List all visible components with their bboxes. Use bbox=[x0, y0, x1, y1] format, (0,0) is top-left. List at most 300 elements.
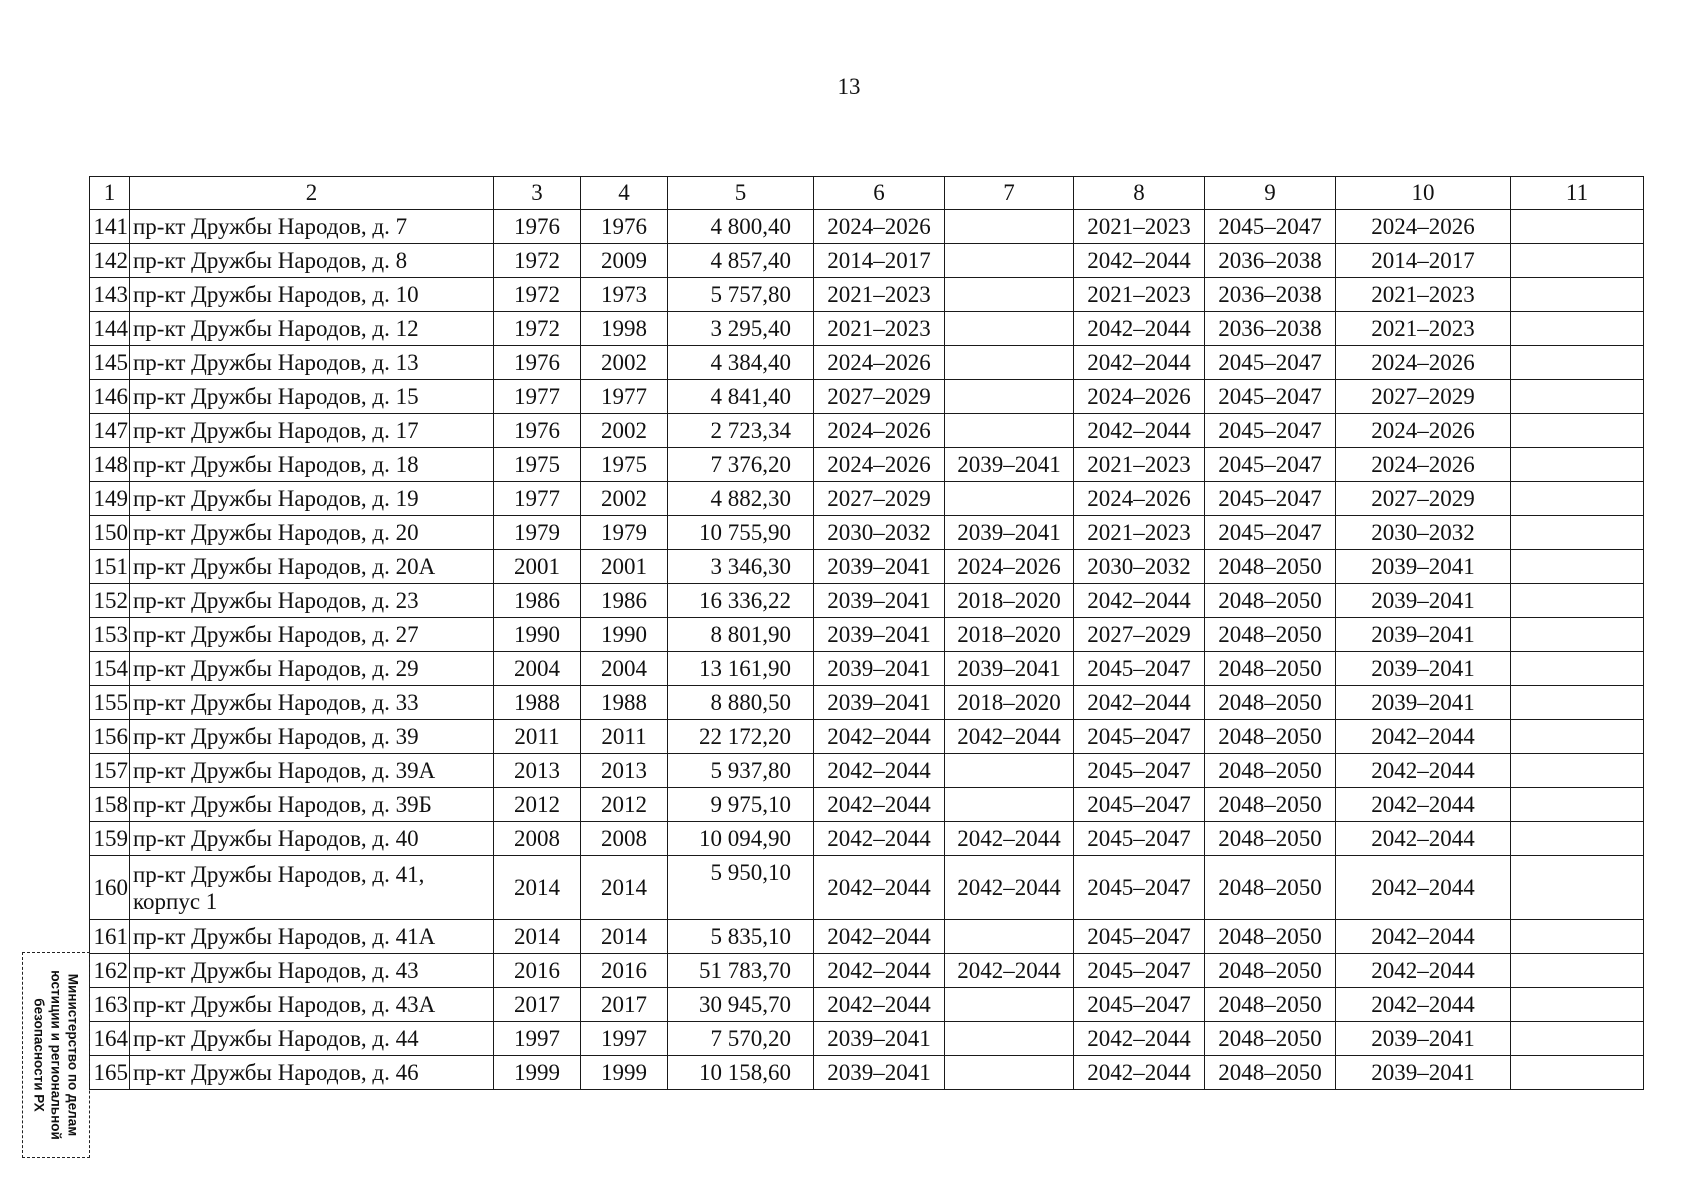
area-cell: 4 841,40 bbox=[668, 380, 814, 414]
period-cell: 2021–2023 bbox=[1074, 516, 1205, 550]
period-cell: 2042–2044 bbox=[945, 856, 1074, 920]
empty-cell bbox=[1511, 550, 1644, 584]
period-cell: 2014–2017 bbox=[814, 244, 945, 278]
year-cell: 1998 bbox=[581, 312, 668, 346]
stamp-line: Министерство по делам bbox=[65, 973, 81, 1137]
period-cell: 2042–2044 bbox=[1074, 1056, 1205, 1090]
table-row bbox=[90, 754, 1644, 788]
period-cell bbox=[945, 1056, 1074, 1090]
table-row bbox=[90, 550, 1644, 584]
address-cell: пр-кт Дружбы Народов, д. 40 bbox=[130, 822, 494, 856]
empty-cell bbox=[1511, 720, 1644, 754]
row-number-cell: 141 bbox=[90, 210, 130, 244]
year-cell: 1999 bbox=[494, 1056, 581, 1090]
period-cell: 2039–2041 bbox=[1336, 1022, 1511, 1056]
period-cell: 2045–2047 bbox=[1074, 720, 1205, 754]
area-cell: 13 161,90 bbox=[668, 652, 814, 686]
period-cell bbox=[945, 414, 1074, 448]
address-cell: пр-кт Дружбы Народов, д. 27 bbox=[130, 618, 494, 652]
period-cell: 2045–2047 bbox=[1205, 448, 1336, 482]
period-cell bbox=[945, 482, 1074, 516]
table-row bbox=[90, 788, 1644, 822]
address-cell: пр-кт Дружбы Народов, д. 41А bbox=[130, 920, 494, 954]
year-cell: 1979 bbox=[581, 516, 668, 550]
column-header: 10 bbox=[1336, 177, 1511, 210]
address-cell: пр-кт Дружбы Народов, д. 18 bbox=[130, 448, 494, 482]
period-cell: 2036–2038 bbox=[1205, 312, 1336, 346]
period-cell: 2048–2050 bbox=[1205, 1022, 1336, 1056]
empty-cell bbox=[1511, 380, 1644, 414]
year-cell: 2009 bbox=[581, 244, 668, 278]
period-cell bbox=[945, 278, 1074, 312]
period-cell bbox=[945, 1022, 1074, 1056]
address-cell: пр-кт Дружбы Народов, д. 23 bbox=[130, 584, 494, 618]
period-cell: 2021–2023 bbox=[1074, 210, 1205, 244]
column-header: 1 bbox=[90, 177, 130, 210]
period-cell: 2048–2050 bbox=[1205, 988, 1336, 1022]
address-cell: пр-кт Дружбы Народов, д. 10 bbox=[130, 278, 494, 312]
row-number-cell: 159 bbox=[90, 822, 130, 856]
address-cell: пр-кт Дружбы Народов, д. 20А bbox=[130, 550, 494, 584]
period-cell: 2021–2023 bbox=[1336, 312, 1511, 346]
area-cell: 4 882,30 bbox=[668, 482, 814, 516]
column-header: 8 bbox=[1074, 177, 1205, 210]
address-cell: пр-кт Дружбы Народов, д. 13 bbox=[130, 346, 494, 380]
period-cell: 2045–2047 bbox=[1074, 788, 1205, 822]
period-cell bbox=[945, 312, 1074, 346]
period-cell: 2024–2026 bbox=[1074, 482, 1205, 516]
column-header: 7 bbox=[945, 177, 1074, 210]
year-cell: 2014 bbox=[581, 856, 668, 920]
area-cell: 8 880,50 bbox=[668, 686, 814, 720]
period-cell: 2042–2044 bbox=[1336, 856, 1511, 920]
address-cell: пр-кт Дружбы Народов, д. 46 bbox=[130, 1056, 494, 1090]
area-cell: 4 800,40 bbox=[668, 210, 814, 244]
empty-cell bbox=[1511, 954, 1644, 988]
period-cell: 2039–2041 bbox=[814, 1056, 945, 1090]
table-row bbox=[90, 720, 1644, 754]
period-cell: 2042–2044 bbox=[814, 920, 945, 954]
period-cell: 2018–2020 bbox=[945, 618, 1074, 652]
period-cell: 2036–2038 bbox=[1205, 278, 1336, 312]
period-cell: 2048–2050 bbox=[1205, 822, 1336, 856]
address-cell: пр-кт Дружбы Народов, д. 39 bbox=[130, 720, 494, 754]
row-number-cell: 160 bbox=[90, 856, 130, 920]
year-cell: 2002 bbox=[581, 482, 668, 516]
table-row bbox=[90, 312, 1644, 346]
period-cell: 2024–2026 bbox=[814, 210, 945, 244]
period-cell: 2048–2050 bbox=[1205, 550, 1336, 584]
period-cell: 2027–2029 bbox=[814, 380, 945, 414]
table-row bbox=[90, 1056, 1644, 1090]
table-body bbox=[90, 177, 1644, 1090]
period-cell: 2042–2044 bbox=[945, 720, 1074, 754]
empty-cell bbox=[1511, 584, 1644, 618]
period-cell: 2024–2026 bbox=[1336, 448, 1511, 482]
table-row bbox=[90, 686, 1644, 720]
period-cell: 2018–2020 bbox=[945, 584, 1074, 618]
period-cell: 2048–2050 bbox=[1205, 686, 1336, 720]
empty-cell bbox=[1511, 686, 1644, 720]
period-cell: 2045–2047 bbox=[1074, 754, 1205, 788]
area-cell: 10 158,60 bbox=[668, 1056, 814, 1090]
table-row bbox=[90, 856, 1644, 920]
area-cell: 4 384,40 bbox=[668, 346, 814, 380]
table-row bbox=[90, 652, 1644, 686]
row-number-cell: 151 bbox=[90, 550, 130, 584]
period-cell: 2018–2020 bbox=[945, 686, 1074, 720]
period-cell bbox=[945, 754, 1074, 788]
year-cell: 2004 bbox=[581, 652, 668, 686]
area-cell: 8 801,90 bbox=[668, 618, 814, 652]
empty-cell bbox=[1511, 1022, 1644, 1056]
period-cell: 2021–2023 bbox=[814, 278, 945, 312]
row-number-cell: 144 bbox=[90, 312, 130, 346]
period-cell: 2048–2050 bbox=[1205, 618, 1336, 652]
period-cell: 2048–2050 bbox=[1205, 1056, 1336, 1090]
empty-cell bbox=[1511, 920, 1644, 954]
year-cell: 1997 bbox=[494, 1022, 581, 1056]
period-cell: 2045–2047 bbox=[1205, 380, 1336, 414]
empty-cell bbox=[1511, 516, 1644, 550]
empty-cell bbox=[1511, 652, 1644, 686]
year-cell: 1976 bbox=[581, 210, 668, 244]
period-cell: 2039–2041 bbox=[1336, 1056, 1511, 1090]
period-cell bbox=[945, 920, 1074, 954]
empty-cell bbox=[1511, 788, 1644, 822]
column-header: 11 bbox=[1511, 177, 1644, 210]
period-cell: 2042–2044 bbox=[814, 788, 945, 822]
year-cell: 2002 bbox=[581, 346, 668, 380]
year-cell: 2004 bbox=[494, 652, 581, 686]
period-cell: 2039–2041 bbox=[1336, 618, 1511, 652]
row-number-cell: 150 bbox=[90, 516, 130, 550]
period-cell: 2045–2047 bbox=[1205, 346, 1336, 380]
year-cell: 1986 bbox=[581, 584, 668, 618]
period-cell: 2027–2029 bbox=[1074, 618, 1205, 652]
row-number-cell: 154 bbox=[90, 652, 130, 686]
year-cell: 2011 bbox=[581, 720, 668, 754]
row-number-cell: 149 bbox=[90, 482, 130, 516]
year-cell: 2001 bbox=[581, 550, 668, 584]
row-number-cell: 158 bbox=[90, 788, 130, 822]
period-cell: 2030–2032 bbox=[1336, 516, 1511, 550]
year-cell: 1988 bbox=[494, 686, 581, 720]
period-cell: 2021–2023 bbox=[1074, 448, 1205, 482]
period-cell: 2042–2044 bbox=[945, 822, 1074, 856]
period-cell: 2039–2041 bbox=[1336, 550, 1511, 584]
address-cell: пр-кт Дружбы Народов, д. 41, корпус 1 bbox=[130, 856, 494, 920]
area-cell: 4 857,40 bbox=[668, 244, 814, 278]
year-cell: 1999 bbox=[581, 1056, 668, 1090]
year-cell: 1972 bbox=[494, 278, 581, 312]
address-cell: пр-кт Дружбы Народов, д. 44 bbox=[130, 1022, 494, 1056]
area-cell: 10 094,90 bbox=[668, 822, 814, 856]
year-cell: 2014 bbox=[581, 920, 668, 954]
year-cell: 1990 bbox=[494, 618, 581, 652]
year-cell: 1975 bbox=[494, 448, 581, 482]
year-cell: 2013 bbox=[494, 754, 581, 788]
period-cell bbox=[945, 788, 1074, 822]
address-cell: пр-кт Дружбы Народов, д. 8 bbox=[130, 244, 494, 278]
column-header: 6 bbox=[814, 177, 945, 210]
area-cell: 3 295,40 bbox=[668, 312, 814, 346]
period-cell: 2042–2044 bbox=[1336, 788, 1511, 822]
period-cell: 2042–2044 bbox=[1074, 686, 1205, 720]
area-cell: 22 172,20 bbox=[668, 720, 814, 754]
empty-cell bbox=[1511, 856, 1644, 920]
column-header: 9 bbox=[1205, 177, 1336, 210]
column-header: 5 bbox=[668, 177, 814, 210]
row-number-cell: 155 bbox=[90, 686, 130, 720]
period-cell bbox=[945, 346, 1074, 380]
area-cell: 5 757,80 bbox=[668, 278, 814, 312]
table-row bbox=[90, 516, 1644, 550]
address-cell: пр-кт Дружбы Народов, д. 12 bbox=[130, 312, 494, 346]
area-cell: 7 376,20 bbox=[668, 448, 814, 482]
address-cell: пр-кт Дружбы Народов, д. 39Б bbox=[130, 788, 494, 822]
period-cell: 2045–2047 bbox=[1205, 210, 1336, 244]
period-cell: 2036–2038 bbox=[1205, 244, 1336, 278]
row-number-cell: 146 bbox=[90, 380, 130, 414]
table-row bbox=[90, 210, 1644, 244]
period-cell: 2042–2044 bbox=[1074, 244, 1205, 278]
page-number: 13 bbox=[837, 74, 861, 99]
year-cell: 1990 bbox=[581, 618, 668, 652]
table-row bbox=[90, 346, 1644, 380]
empty-cell bbox=[1511, 312, 1644, 346]
row-number-cell: 162 bbox=[90, 954, 130, 988]
year-cell: 2012 bbox=[494, 788, 581, 822]
row-number-cell: 164 bbox=[90, 1022, 130, 1056]
period-cell: 2042–2044 bbox=[1336, 954, 1511, 988]
period-cell: 2042–2044 bbox=[1074, 584, 1205, 618]
year-cell: 2014 bbox=[494, 920, 581, 954]
address-cell: пр-кт Дружбы Народов, д. 19 bbox=[130, 482, 494, 516]
column-header: 4 bbox=[581, 177, 668, 210]
period-cell: 2042–2044 bbox=[814, 954, 945, 988]
period-cell: 2039–2041 bbox=[814, 550, 945, 584]
year-cell: 1979 bbox=[494, 516, 581, 550]
empty-cell bbox=[1511, 448, 1644, 482]
period-cell: 2021–2023 bbox=[814, 312, 945, 346]
period-cell: 2024–2026 bbox=[1336, 414, 1511, 448]
year-cell: 1997 bbox=[581, 1022, 668, 1056]
year-cell: 1972 bbox=[494, 312, 581, 346]
period-cell: 2045–2047 bbox=[1074, 920, 1205, 954]
table-row bbox=[90, 618, 1644, 652]
year-cell: 2012 bbox=[581, 788, 668, 822]
year-cell: 2013 bbox=[581, 754, 668, 788]
period-cell: 2024–2026 bbox=[814, 414, 945, 448]
empty-cell bbox=[1511, 278, 1644, 312]
area-cell: 30 945,70 bbox=[668, 988, 814, 1022]
period-cell bbox=[945, 380, 1074, 414]
year-cell: 2016 bbox=[494, 954, 581, 988]
year-cell: 2016 bbox=[581, 954, 668, 988]
address-cell: пр-кт Дружбы Народов, д. 43А bbox=[130, 988, 494, 1022]
period-cell: 2042–2044 bbox=[1074, 1022, 1205, 1056]
buildings-table bbox=[89, 176, 1644, 1090]
ministry-stamp bbox=[22, 952, 90, 1158]
year-cell: 2008 bbox=[494, 822, 581, 856]
period-cell: 2045–2047 bbox=[1205, 414, 1336, 448]
address-cell: пр-кт Дружбы Народов, д. 39А bbox=[130, 754, 494, 788]
period-cell: 2024–2026 bbox=[1336, 210, 1511, 244]
year-cell: 2011 bbox=[494, 720, 581, 754]
period-cell: 2027–2029 bbox=[1336, 380, 1511, 414]
empty-cell bbox=[1511, 822, 1644, 856]
table-header-row bbox=[90, 177, 1644, 210]
period-cell: 2039–2041 bbox=[1336, 652, 1511, 686]
period-cell: 2039–2041 bbox=[814, 652, 945, 686]
year-cell: 1975 bbox=[581, 448, 668, 482]
table-row bbox=[90, 988, 1644, 1022]
period-cell: 2039–2041 bbox=[814, 618, 945, 652]
period-cell: 2042–2044 bbox=[1336, 754, 1511, 788]
year-cell: 1988 bbox=[581, 686, 668, 720]
period-cell bbox=[945, 210, 1074, 244]
period-cell: 2042–2044 bbox=[814, 856, 945, 920]
address-cell: пр-кт Дружбы Народов, д. 20 bbox=[130, 516, 494, 550]
column-header: 3 bbox=[494, 177, 581, 210]
row-number-cell: 165 bbox=[90, 1056, 130, 1090]
area-cell: 7 570,20 bbox=[668, 1022, 814, 1056]
table-row bbox=[90, 482, 1644, 516]
area-cell: 3 346,30 bbox=[668, 550, 814, 584]
year-cell: 2014 bbox=[494, 856, 581, 920]
table-row bbox=[90, 920, 1644, 954]
year-cell: 1976 bbox=[494, 210, 581, 244]
row-number-cell: 143 bbox=[90, 278, 130, 312]
period-cell: 2039–2041 bbox=[1336, 686, 1511, 720]
period-cell: 2048–2050 bbox=[1205, 652, 1336, 686]
table-row bbox=[90, 584, 1644, 618]
period-cell: 2030–2032 bbox=[1074, 550, 1205, 584]
period-cell: 2048–2050 bbox=[1205, 954, 1336, 988]
address-cell: пр-кт Дружбы Народов, д. 17 bbox=[130, 414, 494, 448]
period-cell: 2039–2041 bbox=[945, 516, 1074, 550]
empty-cell bbox=[1511, 1056, 1644, 1090]
period-cell: 2045–2047 bbox=[1074, 822, 1205, 856]
address-cell: пр-кт Дружбы Народов, д. 33 bbox=[130, 686, 494, 720]
year-cell: 1977 bbox=[494, 380, 581, 414]
period-cell: 2045–2047 bbox=[1074, 652, 1205, 686]
period-cell: 2045–2047 bbox=[1074, 954, 1205, 988]
row-number-cell: 156 bbox=[90, 720, 130, 754]
row-number-cell: 148 bbox=[90, 448, 130, 482]
row-number-cell: 142 bbox=[90, 244, 130, 278]
address-cell: пр-кт Дружбы Народов, д. 29 bbox=[130, 652, 494, 686]
period-cell: 2039–2041 bbox=[945, 448, 1074, 482]
area-cell: 5 937,80 bbox=[668, 754, 814, 788]
period-cell: 2014–2017 bbox=[1336, 244, 1511, 278]
period-cell bbox=[945, 244, 1074, 278]
year-cell: 1972 bbox=[494, 244, 581, 278]
area-cell: 16 336,22 bbox=[668, 584, 814, 618]
year-cell: 1976 bbox=[494, 346, 581, 380]
period-cell: 2042–2044 bbox=[1074, 346, 1205, 380]
period-cell: 2042–2044 bbox=[1074, 312, 1205, 346]
period-cell: 2042–2044 bbox=[814, 822, 945, 856]
table-row bbox=[90, 278, 1644, 312]
period-cell: 2024–2026 bbox=[945, 550, 1074, 584]
area-cell: 5 835,10 bbox=[668, 920, 814, 954]
period-cell: 2039–2041 bbox=[945, 652, 1074, 686]
period-cell: 2021–2023 bbox=[1336, 278, 1511, 312]
stamp-line: юстиции и региональной bbox=[48, 970, 64, 1140]
address-cell: пр-кт Дружбы Народов, д. 43 bbox=[130, 954, 494, 988]
area-cell: 51 783,70 bbox=[668, 954, 814, 988]
period-cell: 2042–2044 bbox=[814, 720, 945, 754]
address-cell: пр-кт Дружбы Народов, д. 15 bbox=[130, 380, 494, 414]
period-cell: 2024–2026 bbox=[1074, 380, 1205, 414]
area-cell: 2 723,34 bbox=[668, 414, 814, 448]
year-cell: 1977 bbox=[581, 380, 668, 414]
table-row bbox=[90, 1022, 1644, 1056]
year-cell: 2002 bbox=[581, 414, 668, 448]
stamp-line: безопасности РХ bbox=[31, 998, 47, 1112]
period-cell: 2024–2026 bbox=[814, 448, 945, 482]
period-cell: 2042–2044 bbox=[1336, 720, 1511, 754]
row-number-cell: 153 bbox=[90, 618, 130, 652]
year-cell: 1976 bbox=[494, 414, 581, 448]
row-number-cell: 157 bbox=[90, 754, 130, 788]
row-number-cell: 147 bbox=[90, 414, 130, 448]
empty-cell bbox=[1511, 988, 1644, 1022]
area-cell: 10 755,90 bbox=[668, 516, 814, 550]
table-row bbox=[90, 244, 1644, 278]
empty-cell bbox=[1511, 244, 1644, 278]
year-cell: 1977 bbox=[494, 482, 581, 516]
year-cell: 2017 bbox=[581, 988, 668, 1022]
year-cell: 2008 bbox=[581, 822, 668, 856]
period-cell: 2048–2050 bbox=[1205, 920, 1336, 954]
period-cell: 2045–2047 bbox=[1074, 856, 1205, 920]
column-header: 2 bbox=[130, 177, 494, 210]
empty-cell bbox=[1511, 210, 1644, 244]
period-cell: 2042–2044 bbox=[1336, 988, 1511, 1022]
empty-cell bbox=[1511, 414, 1644, 448]
year-cell: 2001 bbox=[494, 550, 581, 584]
empty-cell bbox=[1511, 754, 1644, 788]
period-cell: 2027–2029 bbox=[1336, 482, 1511, 516]
period-cell: 2039–2041 bbox=[814, 686, 945, 720]
period-cell: 2024–2026 bbox=[1336, 346, 1511, 380]
table-row bbox=[90, 954, 1644, 988]
empty-cell bbox=[1511, 482, 1644, 516]
period-cell: 2042–2044 bbox=[1336, 822, 1511, 856]
stamp-text bbox=[31, 952, 82, 1158]
period-cell: 2045–2047 bbox=[1205, 482, 1336, 516]
period-cell: 2042–2044 bbox=[814, 988, 945, 1022]
period-cell: 2048–2050 bbox=[1205, 788, 1336, 822]
period-cell: 2048–2050 bbox=[1205, 584, 1336, 618]
year-cell: 1973 bbox=[581, 278, 668, 312]
period-cell: 2039–2041 bbox=[814, 584, 945, 618]
period-cell: 2030–2032 bbox=[814, 516, 945, 550]
row-number-cell: 152 bbox=[90, 584, 130, 618]
area-cell: 9 975,10 bbox=[668, 788, 814, 822]
empty-cell bbox=[1511, 618, 1644, 652]
period-cell: 2042–2044 bbox=[1336, 920, 1511, 954]
period-cell: 2048–2050 bbox=[1205, 754, 1336, 788]
empty-cell bbox=[1511, 346, 1644, 380]
period-cell: 2048–2050 bbox=[1205, 856, 1336, 920]
period-cell: 2042–2044 bbox=[814, 754, 945, 788]
period-cell: 2045–2047 bbox=[1205, 516, 1336, 550]
row-number-cell: 163 bbox=[90, 988, 130, 1022]
